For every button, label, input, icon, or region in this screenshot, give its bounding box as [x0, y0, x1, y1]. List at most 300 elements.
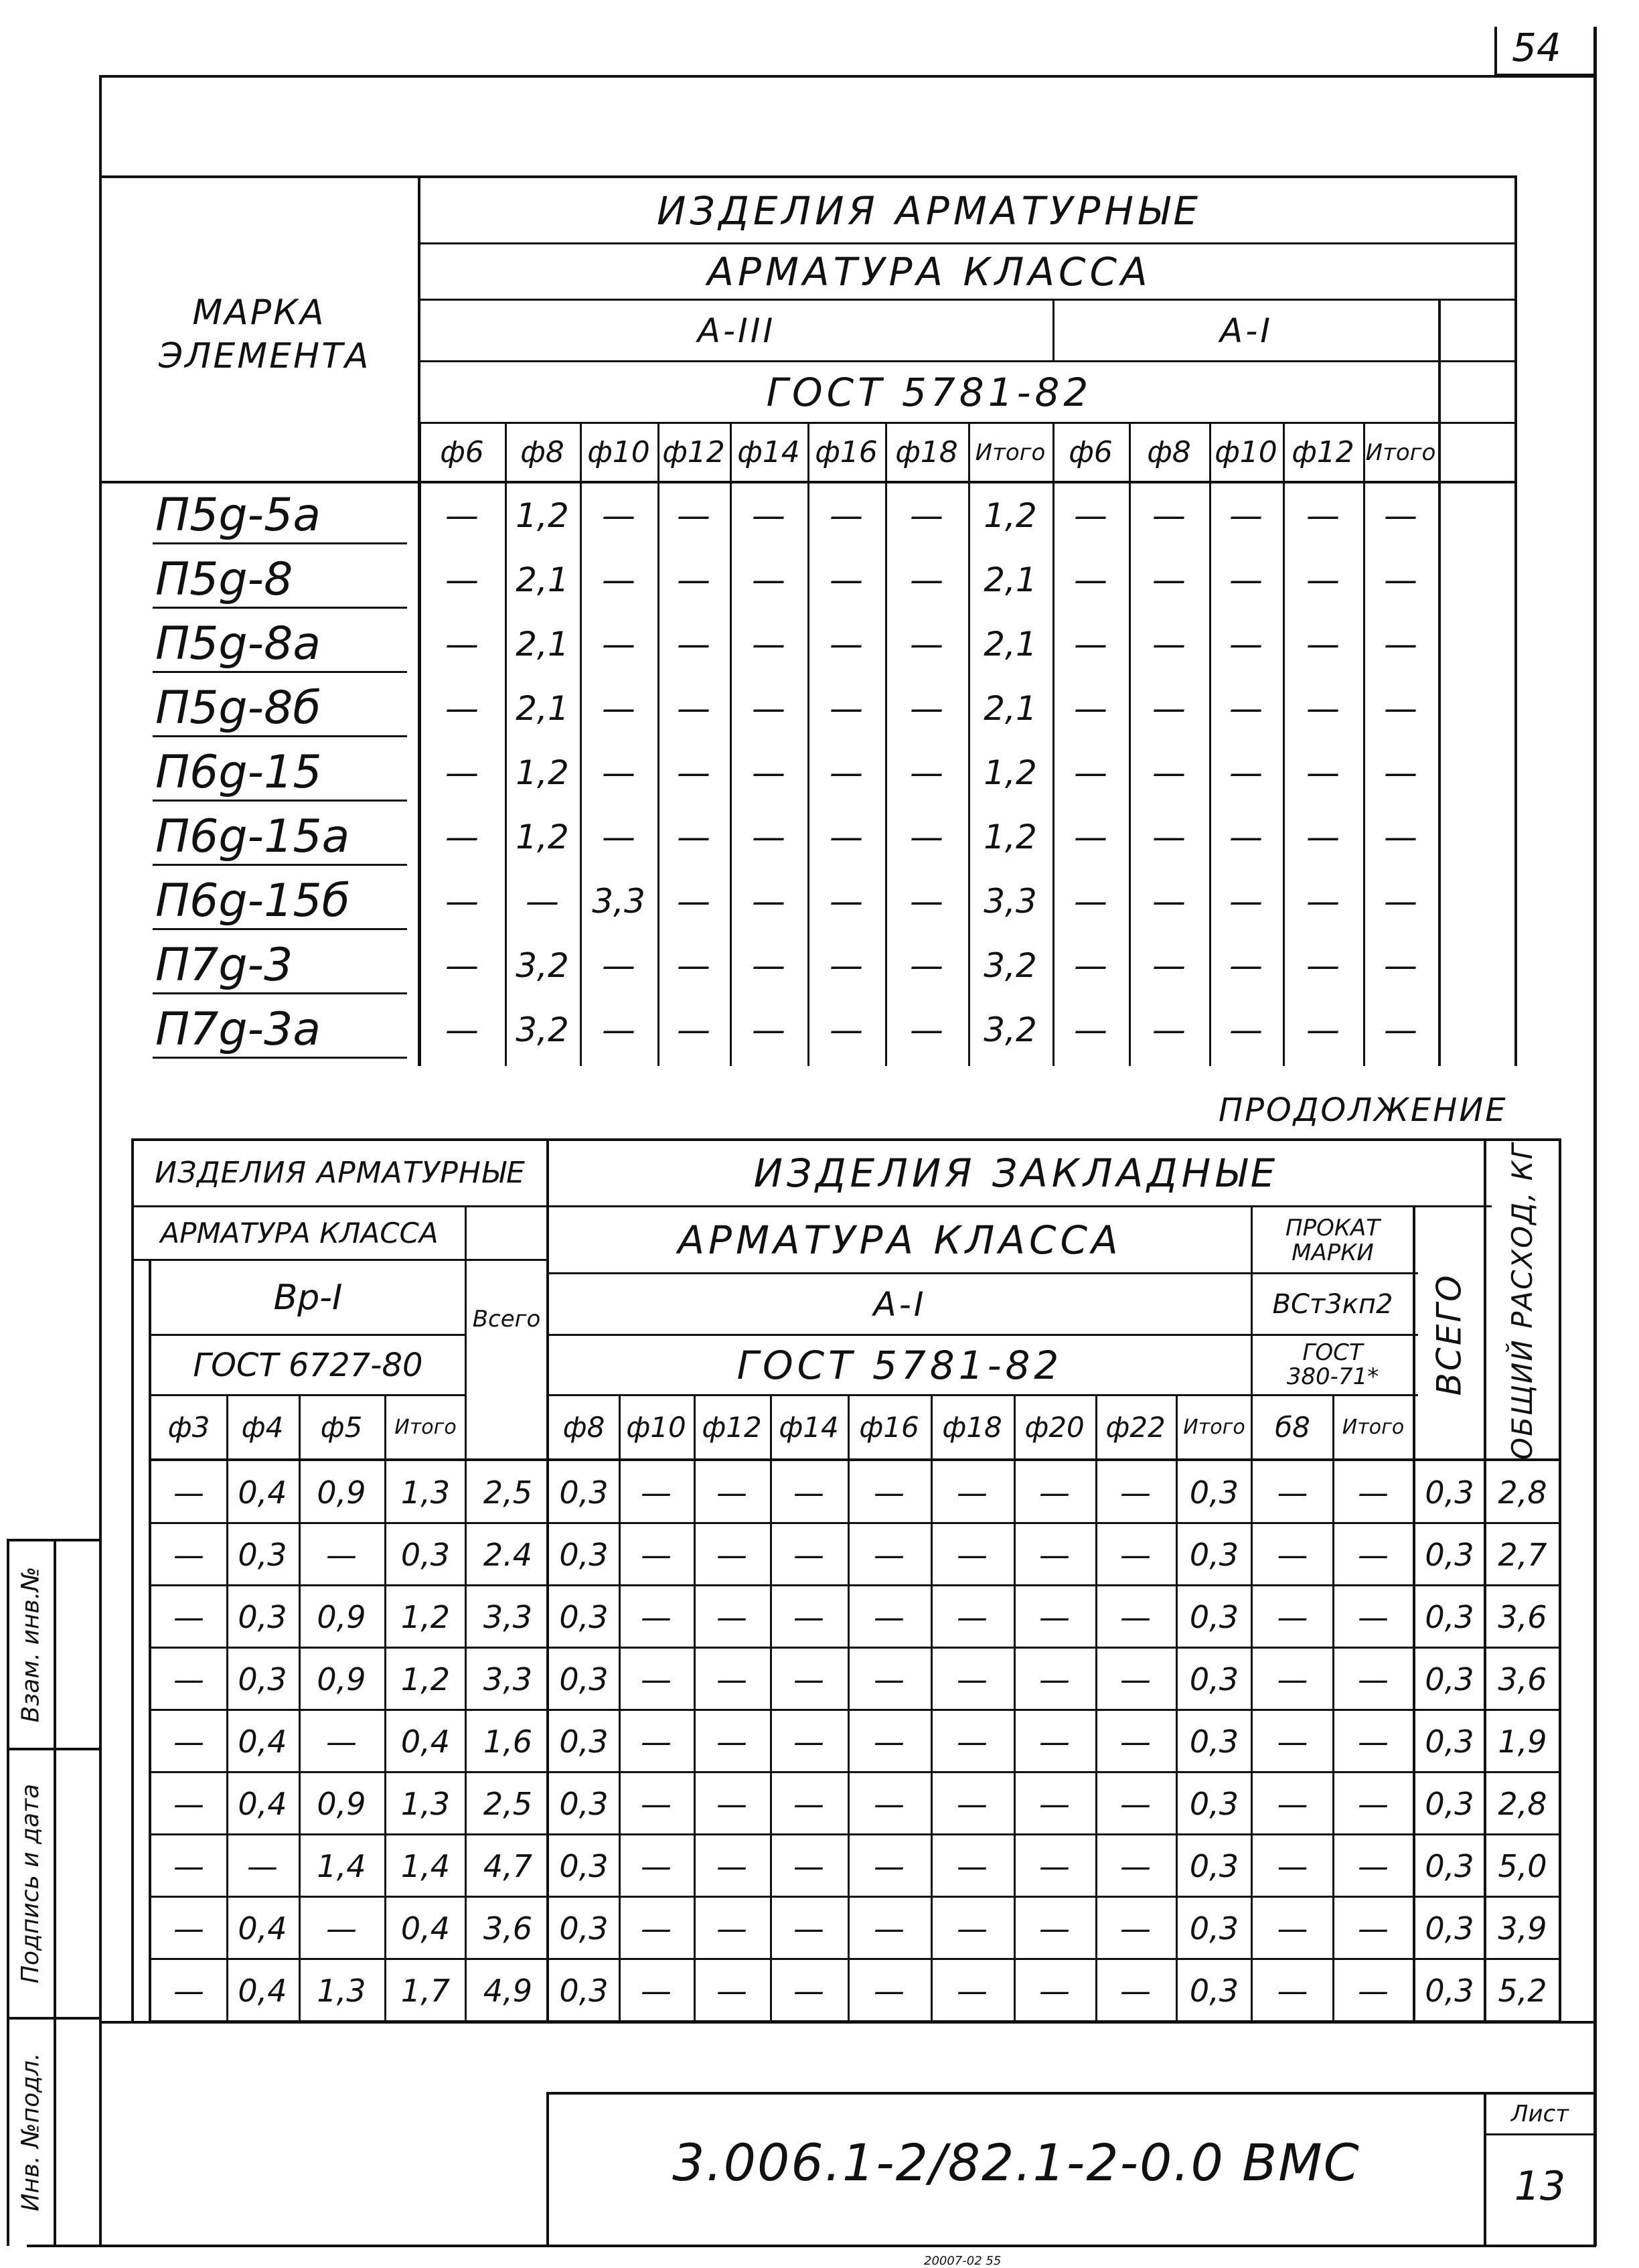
frame-left — [99, 75, 102, 2246]
lower-cell: — — [793, 1598, 824, 1635]
upper-cell: — — [445, 496, 479, 535]
lower-rolled-header — [1253, 1209, 1413, 1272]
lower-cell: 0,3 — [559, 1474, 609, 1511]
upper-cell: — — [445, 1010, 479, 1049]
lower-cell: — — [716, 1474, 747, 1511]
lower-cell: 1,3 — [400, 1785, 451, 1822]
lower-cell: 2,5 — [483, 1785, 533, 1822]
lower-col-header: б8 — [1275, 1410, 1310, 1444]
lower-cell: — — [716, 1723, 747, 1760]
lower-cell: — — [716, 1910, 747, 1947]
side-stamp-swap-inv — [8, 1541, 54, 1748]
lower-cell: — — [1358, 1536, 1389, 1573]
lower-cell: — — [1039, 1847, 1070, 1884]
lower-cell: 0,3 — [1189, 1536, 1239, 1573]
upper-right-border — [1514, 175, 1517, 1066]
lower-cell: 0,3 — [559, 1847, 609, 1884]
upper-cell: — — [1306, 625, 1340, 664]
lower-col-header: ф4 — [241, 1410, 284, 1444]
lower-cell: 1,2 — [400, 1661, 451, 1697]
upper-cell: 3,2 — [984, 946, 1037, 985]
lower-rolled-gost — [1253, 1336, 1413, 1394]
lower-cell: — — [173, 1661, 204, 1697]
lower-cell: 0,3 — [1189, 1723, 1239, 1760]
lower-cell: — — [1277, 1847, 1308, 1884]
lower-cell: 0,9 — [317, 1661, 366, 1697]
upper-cell: — — [830, 946, 863, 985]
lower-col-header: ф16 — [859, 1410, 919, 1444]
lower-cell: — — [641, 1661, 672, 1697]
lower-cell: — — [1039, 1723, 1070, 1760]
lower-cell: 5,2 — [1498, 1972, 1547, 2009]
lower-cell: 0,4 — [400, 1910, 451, 1947]
upper-col-header: Итого — [1365, 439, 1436, 466]
upper-cell: — — [1306, 882, 1340, 921]
upper-cell: — — [1074, 753, 1107, 792]
lower-cell: 1,3 — [400, 1474, 451, 1511]
upper-cell: — — [1229, 560, 1263, 599]
sheet-number: 13 — [1514, 2163, 1566, 2210]
lower-cell: 0,4 — [238, 1723, 287, 1760]
lower-cell: 0,3 — [1189, 1785, 1239, 1822]
upper-class-a3: А-III — [697, 311, 776, 350]
upper-cell: 2,1 — [516, 560, 569, 599]
lower-cell: — — [1277, 1785, 1308, 1822]
lower-cell: 3,6 — [483, 1910, 533, 1947]
upper-cell: — — [752, 560, 785, 599]
upper-cell: — — [1229, 1010, 1263, 1049]
lower-cell: — — [793, 1847, 824, 1884]
upper-cell: — — [830, 625, 863, 664]
lower-cell: — — [1358, 1910, 1389, 1947]
upper-cell: — — [1384, 818, 1417, 856]
upper-cell: — — [1152, 560, 1186, 599]
lower-cell: — — [1358, 1785, 1389, 1822]
lower-cell: 1,7 — [400, 1972, 451, 2009]
lower-reinf-class-header: АРМАТУРА КЛАССА — [160, 1216, 439, 1250]
upper-cell: — — [602, 946, 635, 985]
upper-cell: — — [910, 753, 943, 792]
upper-cell: — — [1229, 946, 1263, 985]
upper-cell: — — [1306, 496, 1340, 535]
lower-cell: — — [793, 1536, 824, 1573]
lower-cell: — — [1277, 1598, 1308, 1635]
upper-cell: — — [752, 1010, 785, 1049]
lower-cell: — — [957, 1723, 988, 1760]
lower-cell: 2.4 — [483, 1536, 533, 1573]
lower-cell: — — [1039, 1910, 1070, 1947]
lower-cell: 0,3 — [559, 1536, 609, 1573]
upper-col-header: ф16 — [815, 435, 878, 469]
lower-cell: — — [1039, 1474, 1070, 1511]
upper-cell: — — [1229, 882, 1263, 921]
upper-cell: — — [445, 560, 479, 599]
lower-cell: 0,4 — [238, 1910, 287, 1947]
lower-cell: — — [957, 1598, 988, 1635]
lower-overall-header — [1486, 1141, 1559, 1461]
lower-cell: 0,3 — [238, 1598, 287, 1635]
lower-col-header: ф8 — [562, 1410, 605, 1444]
lower-cell: — — [716, 1847, 747, 1884]
upper-cell: — — [1152, 946, 1186, 985]
upper-cell: — — [752, 882, 785, 921]
lower-cell: — — [1277, 1474, 1308, 1511]
lower-cell: — — [1039, 1536, 1070, 1573]
upper-cell: 3,2 — [984, 1010, 1037, 1049]
upper-cell: — — [1074, 560, 1107, 599]
lower-rolled-header-text: ПРОКАТ МАРКИ — [1285, 1214, 1380, 1266]
upper-cell: — — [910, 625, 943, 664]
lower-cell: — — [641, 1723, 672, 1760]
lower-cell: — — [173, 1972, 204, 2009]
upper-cell: 1,2 — [516, 496, 569, 535]
lower-cell: 0,3 — [238, 1661, 287, 1697]
upper-cell: — — [602, 753, 635, 792]
lower-cell: — — [716, 1598, 747, 1635]
upper-cell: — — [602, 689, 635, 728]
upper-col-header: ф14 — [737, 435, 800, 469]
upper-cell: — — [677, 818, 710, 856]
upper-cell: — — [910, 689, 943, 728]
upper-cell: — — [1384, 946, 1417, 985]
upper-cell: — — [752, 946, 785, 985]
lower-cell: — — [1120, 1536, 1151, 1573]
lower-cell: — — [1277, 1910, 1308, 1947]
lower-col-header: ф3 — [167, 1410, 210, 1444]
lower-cell: — — [1358, 1474, 1389, 1511]
upper-cell: — — [677, 689, 710, 728]
upper-cell: — — [752, 689, 785, 728]
upper-cell: — — [1229, 753, 1263, 792]
frame-bottom — [27, 2245, 1596, 2247]
upper-cell: — — [1074, 1010, 1107, 1049]
upper-cell: — — [445, 753, 479, 792]
upper-cell: — — [1152, 882, 1186, 921]
lower-cell: 3,6 — [1498, 1598, 1547, 1635]
lower-cell: — — [1358, 1972, 1389, 2009]
lower-cell: — — [957, 1536, 988, 1573]
upper-mark-header — [100, 281, 418, 388]
lower-cell: — — [793, 1785, 824, 1822]
upper-cell: 1,2 — [984, 496, 1037, 535]
lower-cell: 0,3 — [1189, 1910, 1239, 1947]
upper-cell: — — [1384, 560, 1417, 599]
upper-gost: ГОСТ 5781-82 — [766, 369, 1093, 415]
continuation-label: ПРОДОЛЖЕНИЕ — [1219, 1091, 1508, 1129]
lower-cell: 1,4 — [400, 1847, 451, 1884]
upper-cell: — — [1384, 753, 1417, 792]
lower-col-header: ф18 — [942, 1410, 1002, 1444]
upper-cell: — — [1074, 625, 1107, 664]
upper-cell: — — [1306, 753, 1340, 792]
upper-cell: — — [752, 625, 785, 664]
lower-col-header: ф12 — [702, 1410, 762, 1444]
side-stamp-inv-orig-text: Инв. №подл. — [17, 2052, 45, 2212]
upper-cell: 2,1 — [516, 625, 569, 664]
lower-cell: 1,6 — [483, 1723, 533, 1760]
upper-cell: — — [1306, 1010, 1340, 1049]
upper-cell: — — [1152, 496, 1186, 535]
side-stamp-sign-date-text: Подпись и дата — [17, 1783, 45, 1984]
lower-cell: 3,6 — [1498, 1661, 1547, 1697]
lower-embed-class-header: АРМАТУРА КЛАССА — [678, 1217, 1122, 1263]
lower-cell: 0,3 — [1425, 1910, 1474, 1947]
upper-cell: 2,1 — [984, 625, 1037, 664]
lower-cell: — — [1120, 1474, 1151, 1511]
lower-cell: — — [173, 1536, 204, 1573]
lower-cell: 0,3 — [1189, 1598, 1239, 1635]
lower-cell: 0,9 — [317, 1785, 366, 1822]
upper-cell: — — [830, 689, 863, 728]
upper-cell: — — [910, 946, 943, 985]
upper-cell: — — [1384, 1010, 1417, 1049]
lower-cell: 2,5 — [483, 1474, 533, 1511]
upper-row-mark: П6g-15 — [155, 746, 322, 799]
lower-cell: 0,3 — [1425, 1598, 1474, 1635]
lower-cell: — — [874, 1723, 905, 1760]
upper-cell: 1,2 — [516, 818, 569, 856]
upper-cell: — — [1306, 560, 1340, 599]
upper-row-mark: П5g-8б — [155, 682, 321, 735]
document-code: 3.006.1-2/82.1-2-0.0 ВМС — [672, 2133, 1360, 2192]
lower-cell: 0,3 — [400, 1536, 451, 1573]
lower-cell: — — [957, 1661, 988, 1697]
lower-cell: 5,0 — [1498, 1847, 1547, 1884]
upper-cell: — — [445, 946, 479, 985]
upper-cell: — — [1229, 496, 1263, 535]
lower-cell: — — [1120, 1910, 1151, 1947]
lower-cell: — — [874, 1536, 905, 1573]
upper-cell: 1,2 — [984, 753, 1037, 792]
lower-reinf-total-header: Всего — [472, 1306, 541, 1333]
lower-cell: — — [326, 1910, 357, 1947]
upper-cell: — — [445, 882, 479, 921]
upper-cell: — — [1074, 496, 1107, 535]
lower-cell: — — [641, 1785, 672, 1822]
upper-cell: — — [1306, 946, 1340, 985]
upper-cell: 2,1 — [984, 560, 1037, 599]
lower-reinf-gost: ГОСТ 6727-80 — [193, 1346, 423, 1384]
corner-box-line — [1494, 27, 1497, 76]
upper-cell: 3,2 — [516, 946, 569, 985]
lower-col-header: ф20 — [1024, 1410, 1085, 1444]
upper-row-mark: П5g-5a — [155, 489, 321, 542]
lower-rolled-grade: ВСт3кп2 — [1272, 1288, 1393, 1320]
lower-cell: — — [957, 1785, 988, 1822]
lower-col-header: Итого — [394, 1415, 457, 1439]
lower-cell: 0,3 — [559, 1910, 609, 1947]
upper-cell: — — [602, 818, 635, 856]
lower-cell: 0,3 — [1425, 1661, 1474, 1697]
upper-cell: — — [830, 560, 863, 599]
upper-cell: — — [677, 1010, 710, 1049]
lower-cell: 0,3 — [559, 1723, 609, 1760]
lower-cell: 1,3 — [317, 1972, 366, 2009]
upper-cell: — — [602, 560, 635, 599]
lower-cell: — — [957, 1910, 988, 1947]
lower-cell: — — [1358, 1723, 1389, 1760]
upper-cell: — — [910, 818, 943, 856]
lower-cell: — — [641, 1598, 672, 1635]
upper-cell: 2,1 — [516, 689, 569, 728]
lower-col-header: Итого — [1183, 1415, 1245, 1439]
lower-cell: 0,3 — [1189, 1661, 1239, 1697]
lower-cell: — — [793, 1661, 824, 1697]
lower-cell: — — [874, 1972, 905, 2009]
upper-row-mark: П7g-3 — [155, 939, 293, 992]
upper-col-header: ф8 — [1147, 435, 1191, 469]
upper-cell: — — [830, 818, 863, 856]
lower-cell: — — [1039, 1785, 1070, 1822]
lower-cell: 0,3 — [1425, 1536, 1474, 1573]
upper-cell: — — [677, 560, 710, 599]
upper-cell: — — [677, 753, 710, 792]
upper-cell: 3,3 — [592, 882, 645, 921]
upper-cell: — — [1074, 818, 1107, 856]
upper-cell: — — [1074, 946, 1107, 985]
upper-cell: — — [1152, 689, 1186, 728]
upper-row-mark: П5g-8a — [155, 617, 321, 670]
bottom-number: 20007-02 55 — [924, 2254, 1002, 2268]
lower-cell: — — [173, 1474, 204, 1511]
lower-cell: — — [793, 1474, 824, 1511]
title-block-sheet-line — [1485, 2133, 1595, 2135]
lower-cell: 0,3 — [1425, 1972, 1474, 2009]
upper-cell: — — [1229, 689, 1263, 728]
upper-col-header: ф10 — [587, 435, 650, 469]
lower-cell: — — [173, 1598, 204, 1635]
upper-cell: — — [602, 496, 635, 535]
upper-cell: — — [677, 946, 710, 985]
lower-cell: — — [1120, 1723, 1151, 1760]
lower-cell: 2,8 — [1498, 1785, 1547, 1822]
lower-cell: — — [641, 1536, 672, 1573]
lower-cell: — — [173, 1785, 204, 1822]
lower-cell: — — [793, 1723, 824, 1760]
lower-col-header: Итого — [1342, 1415, 1405, 1439]
upper-col-header: ф10 — [1215, 435, 1277, 469]
lower-col-header: ф5 — [320, 1410, 363, 1444]
lower-cell: — — [641, 1972, 672, 2009]
frame-top — [99, 75, 1596, 78]
upper-col-header: ф12 — [1292, 435, 1354, 469]
upper-cell: — — [677, 625, 710, 664]
lower-cell: 0,3 — [1425, 1785, 1474, 1822]
side-stamp-inv-orig — [8, 2020, 54, 2245]
lower-cell: 0,3 — [1189, 1847, 1239, 1884]
lower-cell: 4,9 — [483, 1972, 533, 2009]
lower-cell: 0,9 — [317, 1598, 366, 1635]
upper-class-header: АРМАТУРА КЛАССА — [707, 248, 1152, 295]
upper-cell: — — [1384, 625, 1417, 664]
lower-cell: — — [793, 1910, 824, 1947]
lower-cell: — — [1039, 1598, 1070, 1635]
lower-cell: — — [874, 1910, 905, 1947]
upper-row-mark: П6g-15a — [155, 810, 350, 863]
lower-cell: 3,3 — [483, 1598, 533, 1635]
upper-cell: — — [830, 1010, 863, 1049]
upper-cell: — — [1152, 753, 1186, 792]
lower-cell: — — [247, 1847, 278, 1884]
upper-cell: — — [1074, 689, 1107, 728]
lower-cell: — — [1358, 1847, 1389, 1884]
upper-cell: — — [910, 496, 943, 535]
sheet-label: Лист — [1510, 2101, 1569, 2127]
lower-cell: — — [1277, 1723, 1308, 1760]
title-block-top — [548, 2092, 1595, 2095]
upper-cell: — — [445, 625, 479, 664]
lower-cell: — — [173, 1910, 204, 1947]
lower-col-header: ф10 — [626, 1410, 686, 1444]
upper-cell: — — [1384, 882, 1417, 921]
lower-cell: — — [874, 1847, 905, 1884]
lower-rolled-gost-text: ГОСТ 380-71* — [1286, 1339, 1379, 1390]
lower-embed-total-header — [1415, 1207, 1484, 1461]
upper-cell: — — [677, 496, 710, 535]
upper-cell: 2,1 — [984, 689, 1037, 728]
upper-mark-header-text: МАРКА ЭЛЕМЕНТА — [159, 293, 371, 376]
lower-cell: 3,9 — [1498, 1910, 1547, 1947]
upper-cell: — — [752, 818, 785, 856]
lower-cell: 1,4 — [317, 1847, 366, 1884]
lower-cell: — — [173, 1723, 204, 1760]
lower-embed-title: ИЗДЕЛИЯ ЗАКЛАДНЫЕ — [753, 1150, 1279, 1196]
lower-cell: — — [1120, 1847, 1151, 1884]
lower-col-header: ф14 — [779, 1410, 839, 1444]
upper-cell: — — [910, 882, 943, 921]
lower-embed-total-header-text: ВСЕГО — [1430, 1272, 1469, 1396]
side-stamp-sign-date — [8, 1750, 54, 2017]
lower-cell: — — [1277, 1972, 1308, 2009]
lower-cell: — — [1358, 1598, 1389, 1635]
upper-col-header: Итого — [975, 439, 1046, 466]
lower-cell: 0,3 — [1425, 1723, 1474, 1760]
upper-cell: — — [602, 625, 635, 664]
lower-cell: — — [957, 1972, 988, 2009]
lower-cell: — — [957, 1847, 988, 1884]
lower-cell: 3,3 — [483, 1661, 533, 1697]
lower-cell: — — [793, 1972, 824, 2009]
lower-cell: 1,9 — [1498, 1723, 1547, 1760]
lower-cell: — — [326, 1723, 357, 1760]
lower-cell: — — [1120, 1972, 1151, 2009]
lower-cell: — — [716, 1661, 747, 1697]
lower-cell: 0,4 — [238, 1474, 287, 1511]
upper-col-header: ф6 — [440, 435, 484, 469]
upper-cell: — — [1229, 625, 1263, 664]
upper-cell: — — [1229, 818, 1263, 856]
lower-cell: — — [173, 1847, 204, 1884]
lower-cell: — — [1120, 1785, 1151, 1822]
upper-cell: — — [910, 1010, 943, 1049]
lower-cell: 4,7 — [483, 1847, 533, 1884]
lower-cell: 0,4 — [400, 1723, 451, 1760]
upper-cell: — — [526, 882, 559, 921]
lower-cell: 0,3 — [559, 1598, 609, 1635]
lower-cell: — — [716, 1972, 747, 2009]
lower-cell: — — [641, 1474, 672, 1511]
lower-overall-header-text: ОБЩИЙ РАСХОД, КГ — [1506, 1142, 1539, 1460]
upper-cell: — — [445, 689, 479, 728]
upper-cell: 1,2 — [516, 753, 569, 792]
lower-cell: — — [641, 1910, 672, 1947]
lower-left — [131, 1138, 134, 2022]
upper-cell: — — [1152, 818, 1186, 856]
lower-cell: 0,3 — [1189, 1474, 1239, 1511]
upper-cell: 1,2 — [984, 818, 1037, 856]
lower-cell: 1,2 — [400, 1598, 451, 1635]
lower-cell: 0,3 — [1189, 1972, 1239, 2009]
